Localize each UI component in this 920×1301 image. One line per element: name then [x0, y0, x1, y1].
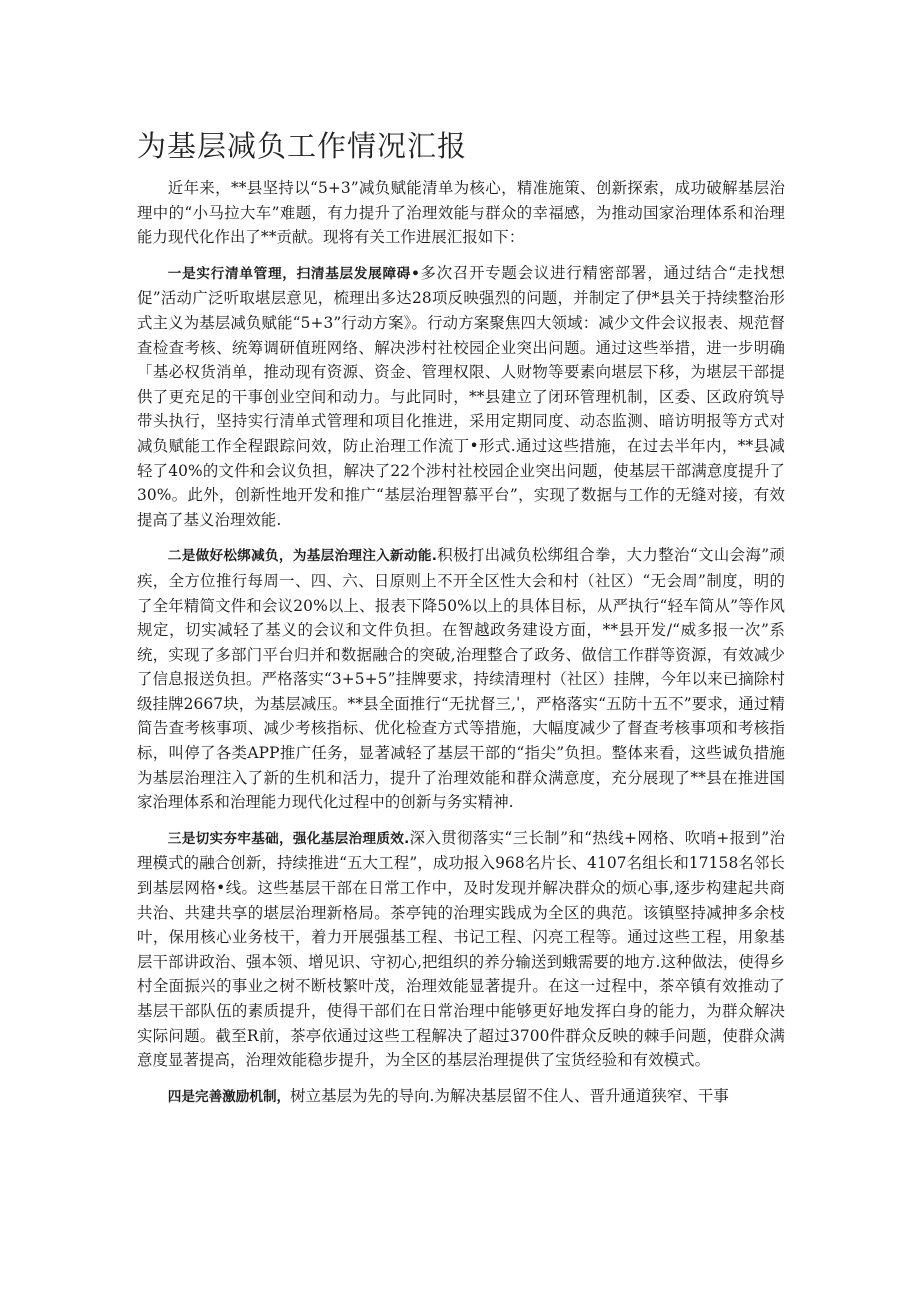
section-paragraph: [137, 1084, 785, 1110]
section-paragraph: [137, 543, 785, 815]
section-paragraph: [137, 826, 785, 1073]
intro-paragraph: 近年来，**县坚持以“5+3”减负赋能清单为核心，精准施策、创新探索，成功破解基层治理中的“小马拉大车”难题，有力提升了治理效能与群众的幸福感，为推动国家治理体系和治理能力现代化作出了**贡献。现将有关工作进展汇报如下：: [137, 179, 785, 247]
section-lead: 二是做好松绑减负，为基层治理注入新动能.: [167, 548, 437, 565]
section-paragraph: [137, 261, 785, 533]
section-text: 树立基层为先的导向.为解决基层留不住人、晋升通道狭窄、干事: [290, 1086, 729, 1105]
section-text: 积极打出减负松绑组合拳，大力整治“文山会海”顽疾，全方位推行每周一、四、六、日原则上不开全区性大会和村（社区）“无会周”制度，明的了全年精简文件和会议20%以上、报表下降50%以上的具体目标，从严执行“轻车简从”等作风规定，切实减轻了基义的会议和文件负担。在智越政务建设方面，**县开发/“威多报一次”系统，实现了多部门平台归并和数据融合的突破,治理整合了政务、做信工作群等资源，有效减少了信息报送负担。严格落实“3+5+5”挂牌要求，持续清理村（社区）挂牌，今年以来已摘除村级挂牌2667块，为基层减压。**县全面推行“无扰督三,ˈ，严格落实“五防十五不”要求，通过精简告查考核事项、减少考核指标、优化检查方式等措施，大幅度减少了督查考核事项和考核指标，叫停了各类APP推广任务，显著减轻了基层干部的“指尖”负担。整体来看，这些诚负措施为基层治理注入了新的生机和活力，提升了治理效能和群众满意度，充分展现了**县在推进国家治理体系和治理能力现代化过程中的创新与务实精神.: [137, 546, 785, 812]
section-text: 深入贯彻落实“三长制”和“热线+网格、吹哨+报到”治理模式的融合创新，持续推进“五大工程”，成功报入968名片长、4107名组长和17158名邻长到基层网格•线。这些基层干部在日常工作中，及时发现并解决群众的烦心事,逐步构建起共商共治、共建共享的堪层治理新格局。茶亭钝的治理实践成为全区的典范。该镇堅持减抻多余枝叶，保用核心业务枝干，着力开展强基工程、书记工程、闪亮工程等。通过这些工程，用象基层干部讲政治、强本领、增见识、守初心,把组织的养分输送到蛾需要的地方.这种做法，使得乡村全面振兴的事业之树不断枝繁叶茂，治理效能显著提升。在这一过程中，茶卒镇有效推动了基层干部队伍的素质提升，使得干部们在日常治理中能够更好地发挥白身的能力，为群众解决实际问题。截至R前，茶亭依通过这些工程解决了超过3700件群众反映的棘手问题，使群众满意度显著提高，治理效能稳步提升，为全区的基层治理提供了宝货经验和有效模式。: [137, 828, 785, 1070]
section-lead: 一是实行清单管理，扫清基层发展障碍•: [167, 265, 420, 282]
section-lead: 三是切实夯牢基础，强化基层治理质效.: [167, 830, 410, 847]
document-body: [137, 176, 785, 1120]
section-lead: 四是完善激励机制，: [167, 1088, 291, 1105]
document-title: 为基层减负工作情况汇报: [137, 129, 468, 163]
section-text: 多次召开专题会议进行精密部署，通过结合“走找想促”活动广泛听取堪层意见，梳理出多达28项反映强烈的问题，并制定了伊*县关于持续整治形式主义为基层减负赋能“5+3”行动方案》。行动方案聚焦四大领域：减少文件会议报表、规范督查检查考核、统筹调研值班网络、解决涉村社校园企业突出问题。通过这些举措，进一步明确「基必权货消单，推动现有资源、资金、管理权限、人财物等要素向堪层下移，为堪层干部提供了更充足的干事创业空间和动力。与此同时，**县建立了闭环管理机制，区委、区政府筑导带头执行，坚持实行清单式管理和项目化推进，采用定期同度、动态监测、暗访明报等方式对减负赋能工作全程跟踪问效，防止治理工作流丁•形式.通过这些措施，在过去半年内，**县减轻了40%的文件和会议负担，解决了22个涉村社校园企业突出问题，使基层干部满意度提升了30%。此外，创新性地开发和推广“基层治理智慕平台”，实现了数据与工作的无缝对接，有效提高了基义治理效能.: [137, 263, 786, 529]
